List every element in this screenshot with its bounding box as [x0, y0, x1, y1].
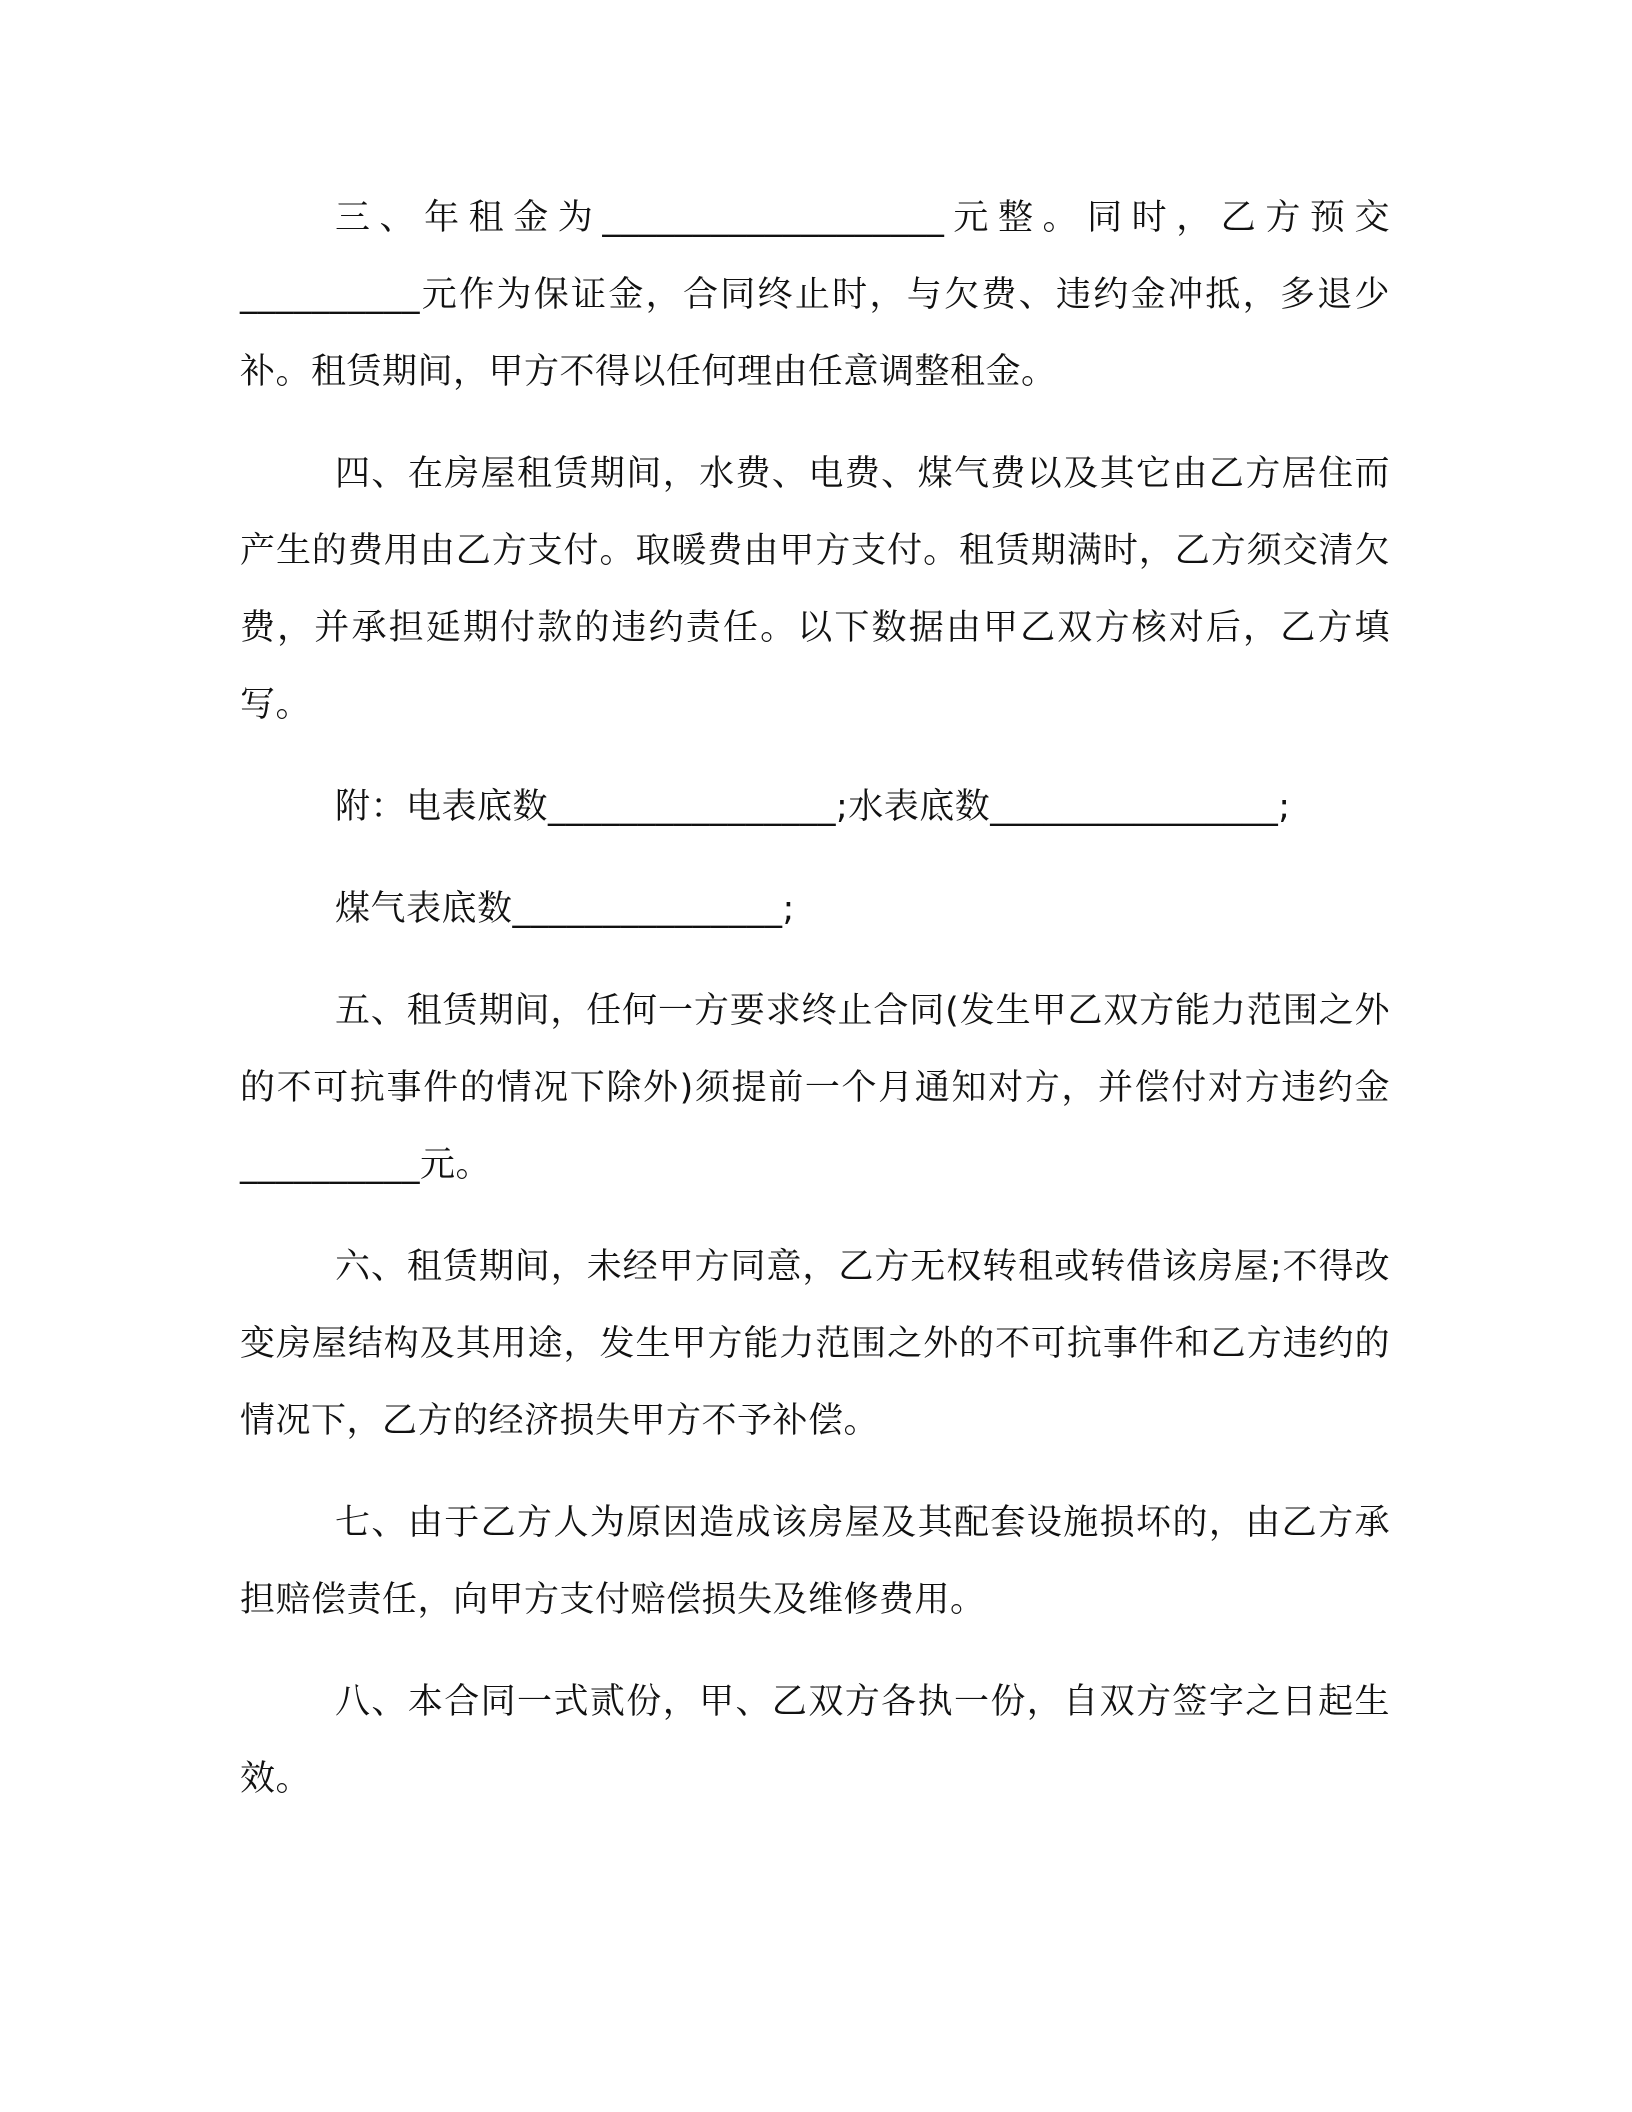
clause-6-sublease: 六、租赁期间，未经甲方同意，乙方无权转租或转借该房屋;不得改变房屋结构及其用途，发生甲方能力范围之外的不可抗事件和乙方违约的情况下，乙方的经济损失甲方不予补偿。	[240, 1247, 1390, 1441]
document-body	[240, 180, 1390, 1843]
appendix-meter-readings: 附：电表底数________________;水表底数________________;	[335, 787, 1291, 827]
clause-4-utilities: 四、在房屋租赁期间，水费、电费、煤气费以及其它由乙方居住而产生的费用由乙方支付。取暖费由甲方支付。租赁期满时，乙方须交清欠费，并承担延期付款的违约责任。以下数据由甲乙双方核对后，乙方填写。	[240, 454, 1390, 725]
appendix-gas-meter-reading: 煤气表底数_______________;	[335, 889, 795, 929]
clause-3-annual-rent: 三、年租金为___________________元整。同时，乙方预交__________元作为保证金，合同终止时，与欠费、违约金冲抵，多退少补。租赁期间，甲方不得以任何理由任意调整租金。	[240, 198, 1390, 392]
clause-7-damage: 七、由于乙方人为原因造成该房屋及其配套设施损坏的，由乙方承担赔偿责任，向甲方支付赔偿损失及维修费用。	[240, 1503, 1390, 1620]
clause-5-termination: 五、租赁期间，任何一方要求终止合同(发生甲乙双方能力范围之外的不可抗事件的情况下除外)须提前一个月通知对方，并偿付对方违约金__________元。	[240, 991, 1390, 1185]
clause-8-effectiveness: 八、本合同一式贰份，甲、乙双方各执一份，自双方签字之日起生效。	[240, 1682, 1390, 1799]
